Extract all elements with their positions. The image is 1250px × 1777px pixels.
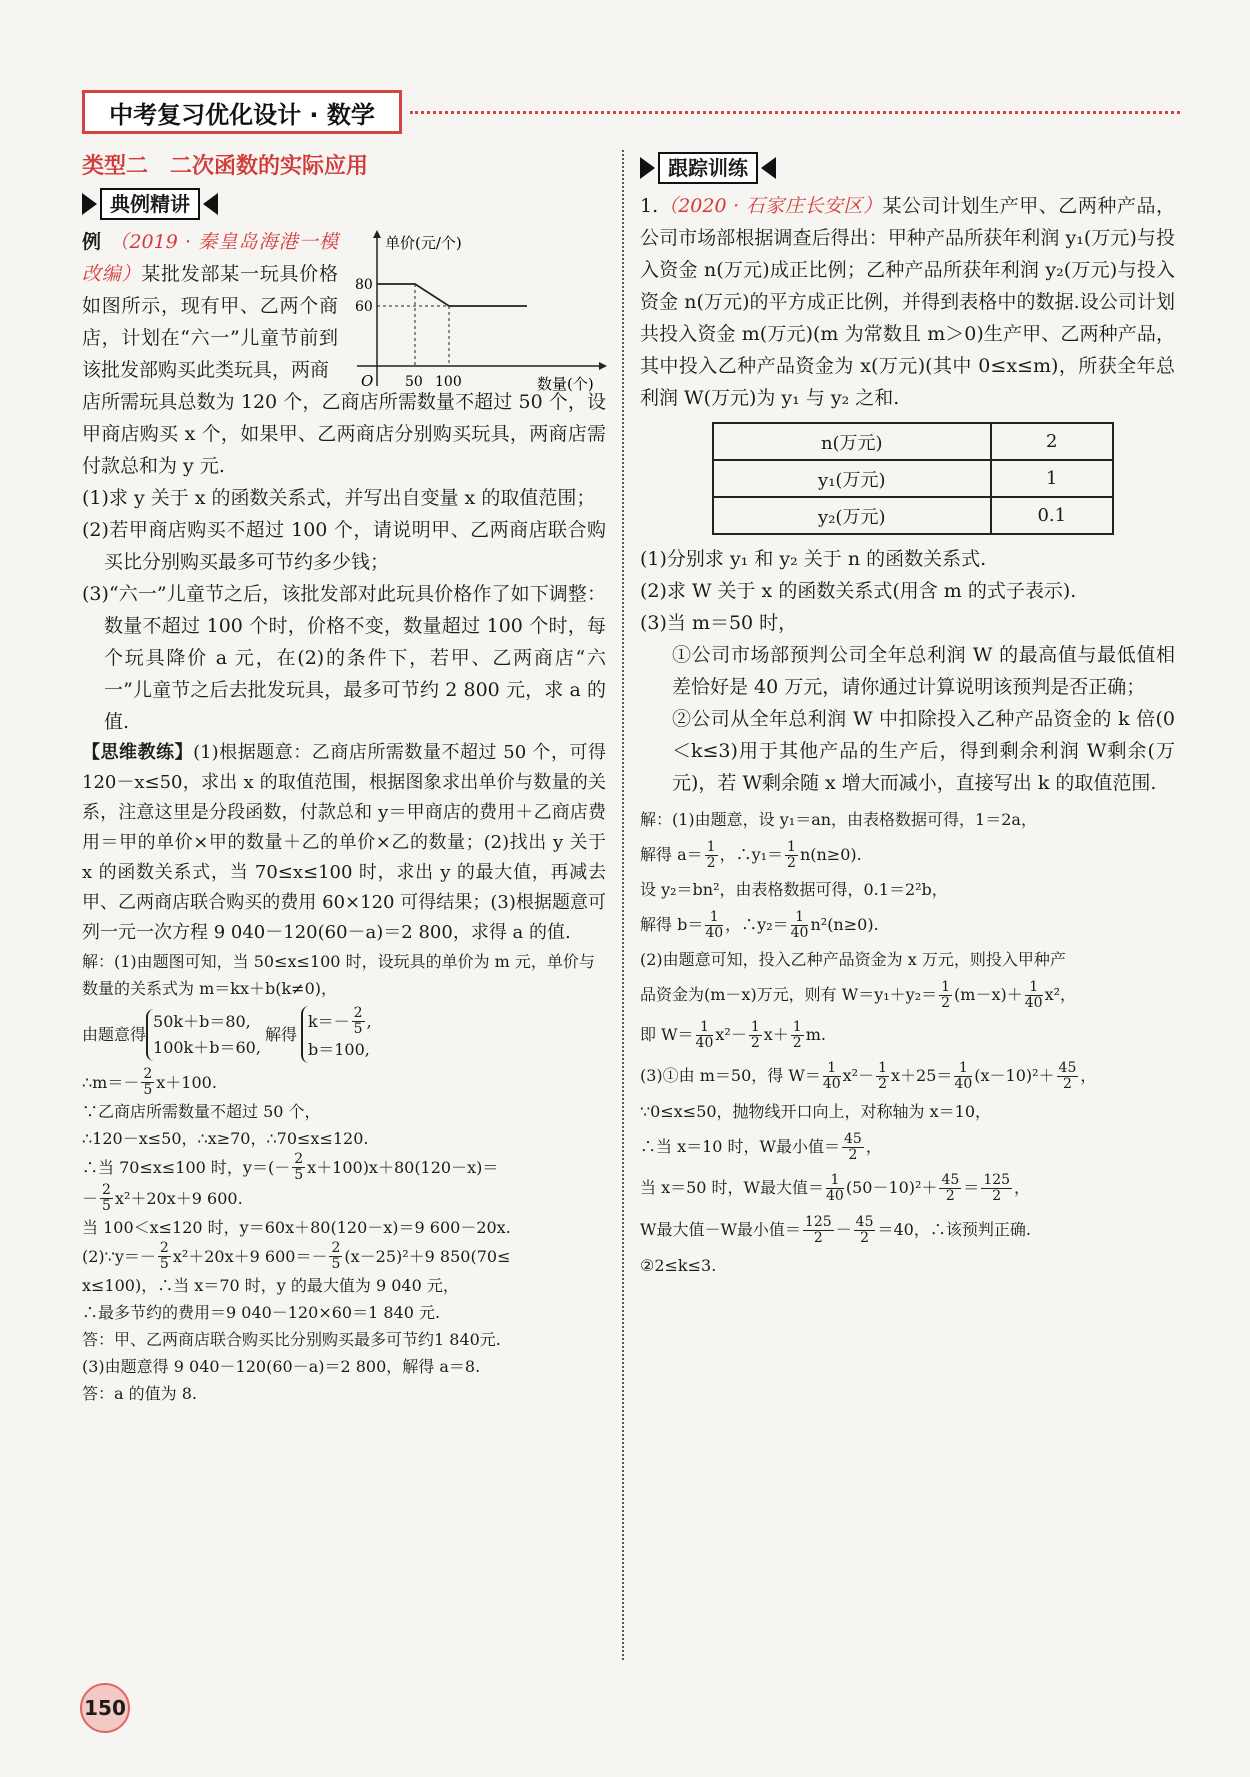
sol-text: (m－x)＋ bbox=[954, 985, 1023, 1004]
sol-line: ∴120－x≤50，∴x≥70，∴70≤x≤120. bbox=[82, 1129, 369, 1148]
denominator: 40 bbox=[1024, 994, 1043, 1011]
sol-text: 解得 a＝ bbox=[640, 845, 703, 864]
sol-line bbox=[82, 1067, 606, 1098]
sol-system bbox=[82, 1006, 606, 1063]
sol-text: 品资金为(m－x)万元，则有 W＝y₁＋y₂＝ bbox=[640, 985, 938, 1004]
fraction bbox=[954, 1061, 972, 1092]
denominator: 2 bbox=[1063, 1075, 1072, 1092]
denominator: 40 bbox=[790, 924, 809, 941]
numerator: 1 bbox=[1025, 980, 1043, 996]
denominator: 5 bbox=[331, 1256, 341, 1272]
sol-line bbox=[640, 835, 1175, 875]
numerator: 1 bbox=[787, 838, 796, 855]
denominator: 5 bbox=[102, 1198, 111, 1214]
tag-arrow-left-icon bbox=[82, 193, 97, 215]
equation bbox=[308, 1006, 372, 1037]
sol-text: (x－25)²＋9 850(70≤ bbox=[344, 1247, 511, 1266]
sol-text: W最大值－W最小值＝ bbox=[640, 1220, 801, 1239]
xtick-50: 50 bbox=[405, 374, 423, 390]
fraction bbox=[749, 1020, 762, 1051]
sol-text: (3)①由 m＝50，得 W＝ bbox=[640, 1066, 821, 1085]
example-block bbox=[82, 226, 606, 738]
sol-line bbox=[640, 905, 1175, 945]
fraction bbox=[826, 1173, 844, 1204]
sol-text: ＝40，∴该预判正确. bbox=[877, 1220, 1031, 1239]
fraction bbox=[939, 1173, 961, 1204]
numerator: 1 bbox=[750, 1018, 760, 1035]
sol-line: ②2≤k≤3. bbox=[640, 1256, 717, 1275]
sol-text: x＋25＝ bbox=[891, 1066, 953, 1085]
denominator: 5 bbox=[159, 1256, 169, 1272]
problem-source: （2020 · 石家庄长安区） bbox=[658, 195, 883, 217]
sol-line: ∴最多节约的费用＝9 040－120×60＝1 840 元. bbox=[82, 1303, 441, 1322]
example-text-wrap bbox=[82, 226, 338, 386]
sol-line: ∵乙商店所需数量不超过 50 个， bbox=[82, 1102, 321, 1121]
question-3: (3)“六一”儿童节之后，该批发部对此玩具价格作了如下调整：数量不超过 100 个时，价格不变，数量超过 100 个时，每个玩具降价 a 元，在(2)的条件下，若甲、乙两商店“六一”儿童节之后去批发玩具，最多可节约 2 800 元，求 a 的值. bbox=[82, 583, 606, 733]
data-table bbox=[712, 422, 1114, 535]
practice-q1: (1)分别求 y₁ 和 y₂ 关于 n 的函数关系式. bbox=[640, 548, 987, 570]
table-cell: y₂(万元) bbox=[713, 497, 991, 534]
example-label: 例 bbox=[82, 231, 103, 253]
numerator: 1 bbox=[941, 978, 951, 995]
denominator: 40 bbox=[822, 1075, 841, 1092]
sol-text: ， bbox=[865, 1137, 882, 1156]
sol-text: 由题意得 bbox=[82, 1025, 147, 1044]
denominator: 40 bbox=[826, 1187, 844, 1204]
table-cell: n(万元) bbox=[713, 423, 991, 460]
denominator: 2 bbox=[706, 854, 716, 871]
chart-xlabel: 数量(个) bbox=[537, 375, 594, 393]
tag-arrow-right-icon bbox=[761, 157, 776, 179]
question-1: (1)求 y 关于 x 的函数关系式，并写出自变量 x 的取值范围； bbox=[82, 487, 596, 509]
fraction bbox=[352, 1006, 365, 1037]
sol-text: ∴当 70≤x≤100 时，y＝(－ bbox=[82, 1158, 291, 1177]
sol-text: ，∴y₂＝ bbox=[725, 915, 789, 934]
denominator: 2 bbox=[750, 1034, 760, 1051]
sol-line bbox=[640, 1209, 1175, 1251]
practice-q3b: ②公司从全年总利润 W 中扣除投入乙种产品资金的 k 倍(0＜k≤3)用于其他产品的生产后，得到剩余利润 W剩余(万元)，若 W剩余随 x 增大而减小，直接写出 k 的取值范围. bbox=[672, 708, 1175, 794]
sol-line: 解：(1)由题图可知，当 50≤x≤100 时，设玩具的单价为 m 元，单价与数量的关系式为 m＝kx＋b(k≠0)， bbox=[82, 952, 595, 998]
sol-line: (2)由题意可知，投入乙种产品资金为 x 万元，则投入甲种产 bbox=[640, 950, 1066, 969]
sol-text: n(n≥0). bbox=[799, 845, 862, 864]
sol-text: x＋100. bbox=[156, 1073, 217, 1092]
fraction bbox=[791, 1020, 804, 1051]
sol-text: 解得 b＝ bbox=[640, 915, 704, 934]
sol-text: 解得 bbox=[264, 1025, 297, 1044]
table-cell: 0.1 bbox=[991, 497, 1113, 534]
chart-ylabel: 单价(元/个) bbox=[385, 234, 462, 252]
x-axis-arrow-icon bbox=[599, 362, 607, 370]
denominator: 5 bbox=[294, 1167, 304, 1183]
denominator: 2 bbox=[848, 1146, 858, 1163]
numerator: 45 bbox=[941, 1171, 960, 1188]
numerator: 1 bbox=[878, 1059, 888, 1076]
thinking-block bbox=[82, 738, 606, 948]
price-line bbox=[377, 284, 527, 306]
denominator: 2 bbox=[792, 1034, 802, 1051]
book-title: 中考复习优化设计 · 数学 bbox=[82, 90, 402, 134]
equation-system bbox=[146, 1009, 261, 1061]
fraction bbox=[791, 910, 809, 941]
sol-text: x²－ bbox=[842, 1066, 875, 1085]
fraction bbox=[939, 980, 952, 1011]
left-column bbox=[82, 150, 606, 1407]
sol-line bbox=[82, 1152, 606, 1183]
fraction bbox=[842, 1132, 864, 1163]
tag-arrow-left-icon bbox=[640, 157, 655, 179]
sol-line bbox=[640, 1055, 1175, 1097]
numerator: 1 bbox=[823, 1061, 841, 1077]
numerator: 2 bbox=[102, 1182, 111, 1198]
sol-text: ∴m＝－ bbox=[82, 1073, 140, 1092]
sol-line: 答：甲、乙两商店联合购买比分别购买最多可节约1 840元. bbox=[82, 1330, 501, 1349]
numerator: 125 bbox=[804, 1213, 832, 1230]
example-tag bbox=[82, 188, 218, 220]
fraction bbox=[705, 910, 723, 941]
sol-text: k＝－ bbox=[307, 1011, 350, 1031]
sol-line: 当 100＜x≤120 时，y＝60x＋80(120－x)＝9 600－20x. bbox=[82, 1218, 511, 1237]
numerator: 2 bbox=[331, 1240, 341, 1256]
sol-text: (x－10)²＋ bbox=[974, 1066, 1055, 1085]
sol-text: ＝ bbox=[963, 1178, 980, 1197]
section-title: 类型二 二次函数的实际应用 bbox=[82, 154, 369, 179]
numerator: 125 bbox=[983, 1171, 1011, 1188]
fraction bbox=[158, 1241, 171, 1272]
fraction bbox=[823, 1061, 841, 1092]
denominator: 5 bbox=[143, 1082, 153, 1098]
sol-line bbox=[640, 1015, 1175, 1055]
numerator: 1 bbox=[791, 910, 809, 926]
fraction bbox=[696, 1020, 714, 1051]
numerator: 2 bbox=[294, 1151, 304, 1167]
chart-origin: O bbox=[361, 372, 374, 390]
sol-line bbox=[640, 1167, 1175, 1209]
fraction bbox=[100, 1183, 113, 1214]
header-dotted-rule bbox=[410, 111, 1180, 114]
fraction bbox=[785, 840, 798, 871]
sol-text: x＋100)x＋80(120－x)＝ bbox=[307, 1158, 499, 1177]
sol-text: x²＋20x＋9 600. bbox=[114, 1189, 243, 1208]
column-separator bbox=[622, 150, 624, 1660]
numerator: 1 bbox=[696, 1020, 714, 1036]
tag-arrow-right-icon bbox=[203, 193, 218, 215]
sol-line: 设 y₂＝bn²，由表格数据可得，0.1＝2²b， bbox=[640, 880, 948, 899]
denominator: 2 bbox=[941, 994, 951, 1011]
problem-number: 1. bbox=[640, 195, 659, 217]
table-row bbox=[713, 460, 1113, 497]
y-axis-arrow-icon bbox=[373, 230, 381, 238]
page-number: 150 bbox=[80, 1683, 130, 1733]
numerator: 1 bbox=[792, 1018, 802, 1035]
denominator: 5 bbox=[353, 1021, 363, 1037]
sol-line: x≤100)，∴当 x＝70 时，y 的最大值为 9 040 元， bbox=[82, 1276, 459, 1295]
equation: b＝100, bbox=[307, 1040, 370, 1059]
sol-line bbox=[82, 1183, 606, 1214]
table-cell: y₁(万元) bbox=[713, 460, 991, 497]
sol-text: 当 x＝50 时，W最大值＝ bbox=[640, 1178, 825, 1197]
sol-text: ， bbox=[1080, 1066, 1097, 1085]
xtick-100: 100 bbox=[435, 374, 462, 390]
practice-problem bbox=[640, 190, 1175, 414]
fraction bbox=[141, 1067, 154, 1098]
numerator: 45 bbox=[844, 1130, 862, 1147]
example-tag-label: 典例精讲 bbox=[100, 188, 200, 220]
table-row bbox=[713, 423, 1113, 460]
example-text-a: 某批发部某一玩具价格如图所示，现有甲、乙两个商店，计划在“六一”儿童节前到该批发部购买此类玩具，两商 bbox=[82, 263, 338, 381]
equation: 50k＋b＝80, bbox=[153, 1011, 251, 1031]
fraction bbox=[803, 1215, 834, 1246]
left-solution bbox=[82, 948, 606, 1407]
thinking-text: (1)根据题意：乙商店所需数量不超过 50 个，可得 120－x≤50，求出 x 的取值范围，根据图象求出单价与数量的关系，注意这里是分段函数，付款总和 y＝甲商店的费用＋乙商店费用＝甲的单价×甲的数量＋乙的单价×乙的数量；(2)找出 y 关于 x 的函数关系式，当 70≤x≤100 时，求出 y 的最大值，再减去甲、乙两商店联合购买的费用 60×120 可得结果；(3)根据题意可列一元一次方程 9 040－120(60－a)＝2 800，求得 a 的值. bbox=[82, 742, 607, 943]
example-text-b: 店所需玩具总数为 120 个，乙商店所需数量不超过 50 个，设甲商店购买 x 个，如果甲、乙两商店分别购买玩具，两商店需付款总和为 y 元. bbox=[82, 391, 606, 477]
fraction bbox=[705, 840, 718, 871]
price-chart bbox=[337, 226, 607, 401]
sol-line: ∵0≤x≤50，抛物线开口向上，对称轴为 x＝10， bbox=[640, 1102, 992, 1121]
table-cell: 2 bbox=[991, 423, 1113, 460]
question-2: (2)若甲商店购买不超过 100 个，请说明甲、乙两商店联合购买比分别购买最多可节约多少钱； bbox=[82, 519, 606, 573]
numerator: 2 bbox=[143, 1066, 153, 1082]
sol-text: － bbox=[82, 1189, 99, 1208]
numerator: 2 bbox=[159, 1240, 169, 1256]
sol-text: ∴当 x＝10 时，W最小值＝ bbox=[640, 1137, 841, 1156]
numerator: 2 bbox=[353, 1005, 363, 1021]
numerator: 1 bbox=[954, 1061, 972, 1077]
thinking-label: 【思维教练】 bbox=[82, 742, 194, 763]
fraction bbox=[1025, 980, 1043, 1011]
sol-text: x²－ bbox=[715, 1025, 747, 1044]
right-solution bbox=[640, 805, 1175, 1281]
problem-text: 某公司计划生产甲、乙两种产品，公司市场部根据调查后得出：甲种产品所获年利润 y₁(万元)与投入资金 n(万元)成正比例；乙种产品所获年利润 y₂(万元)与投入资金 n(万元)的平方成正比例，并得到表格中的数据.设公司计划共投入资金 m(万元)(m 为常数且 m＞0)生产甲、乙两种产品，其中投入乙种产品资金为 x(万元)(其中 0≤x≤m)，所获全年总利润 W(万元)为 y₁ 与 y₂ 之和. bbox=[640, 195, 1175, 409]
sol-text: － bbox=[835, 1220, 852, 1239]
denominator: 2 bbox=[813, 1229, 823, 1246]
sol-line bbox=[640, 975, 1175, 1015]
sol-line: 答：a 的值为 8. bbox=[82, 1384, 197, 1403]
denominator: 2 bbox=[945, 1187, 955, 1204]
sol-text: x²， bbox=[1044, 985, 1077, 1004]
sol-line: 解：(1)由题意，设 y₁＝an，由表格数据可得，1＝2a， bbox=[640, 810, 1037, 829]
fraction bbox=[876, 1061, 889, 1092]
sol-text: n²(n≥0). bbox=[810, 915, 879, 934]
fraction bbox=[329, 1241, 342, 1272]
denominator: 40 bbox=[954, 1075, 973, 1092]
denominator: 40 bbox=[705, 924, 724, 941]
numerator: 1 bbox=[706, 838, 716, 855]
denominator: 2 bbox=[787, 854, 796, 871]
practice-q3: (3)当 m＝50 时， bbox=[640, 612, 798, 634]
sol-text: 即 W＝ bbox=[640, 1025, 694, 1044]
sol-text: m. bbox=[805, 1025, 826, 1044]
sol-line bbox=[82, 1241, 606, 1272]
practice-q2: (2)求 W 关于 x 的函数关系式(用含 m 的式子表示). bbox=[640, 580, 1077, 602]
denominator: 2 bbox=[860, 1229, 870, 1246]
numerator: 45 bbox=[855, 1213, 874, 1230]
sol-line bbox=[640, 1127, 1175, 1167]
practice-q3a: ①公司市场部预判公司全年总利润 W 的最高值与最低值相差恰好是 40 万元，请你通过计算说明该预判是否正确； bbox=[672, 644, 1175, 698]
equation: 100k＋b＝60, bbox=[153, 1037, 261, 1057]
ytick-60: 60 bbox=[355, 299, 373, 315]
sol-text: (2)∵y＝－ bbox=[82, 1247, 156, 1266]
ytick-80: 80 bbox=[355, 277, 373, 293]
denominator: 2 bbox=[878, 1075, 888, 1092]
practice-tag-label: 跟踪训练 bbox=[658, 152, 758, 184]
numerator: 1 bbox=[705, 910, 723, 926]
sol-text: x²＋20x＋9 600＝－ bbox=[172, 1247, 328, 1266]
numerator: 1 bbox=[826, 1173, 844, 1189]
sol-text: ， bbox=[1014, 1178, 1031, 1197]
denominator: 2 bbox=[992, 1187, 1002, 1204]
denominator: 40 bbox=[695, 1034, 714, 1051]
right-column bbox=[640, 150, 1175, 1281]
fraction bbox=[854, 1215, 876, 1246]
sol-line: (3)由题意得 9 040－120(60－a)＝2 800，解得 a＝8. bbox=[82, 1357, 481, 1376]
practice-tag bbox=[640, 152, 776, 184]
table-cell: 1 bbox=[991, 460, 1113, 497]
sol-text: (50－10)²＋ bbox=[845, 1178, 938, 1197]
solution-system bbox=[301, 1006, 372, 1063]
fraction bbox=[292, 1152, 305, 1183]
table-row bbox=[713, 497, 1113, 534]
sol-text: , bbox=[366, 1011, 372, 1031]
fraction bbox=[981, 1173, 1012, 1204]
sol-text: ，∴y₁＝ bbox=[719, 845, 784, 864]
example-source: （2019 · 秦皇岛海港一模改编） bbox=[82, 231, 338, 285]
sol-text: x＋ bbox=[763, 1025, 789, 1044]
numerator: 45 bbox=[1058, 1059, 1077, 1076]
fraction bbox=[1057, 1061, 1079, 1092]
